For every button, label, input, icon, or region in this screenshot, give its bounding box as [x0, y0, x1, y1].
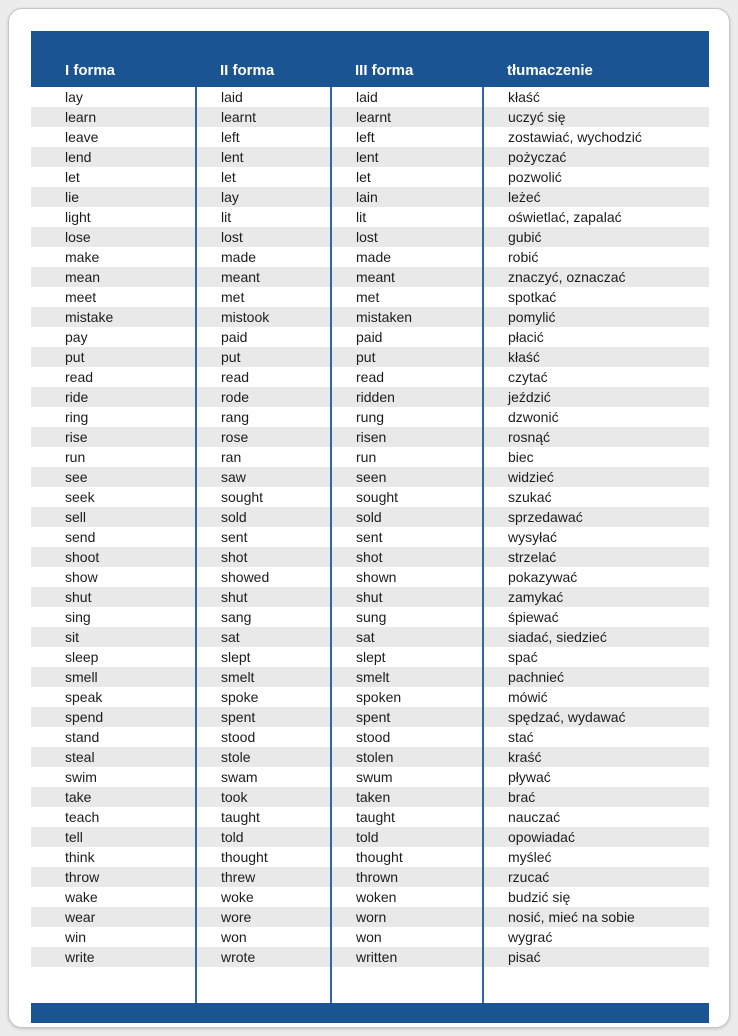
table-cell: pisać — [483, 947, 709, 967]
table-cell: stand — [65, 729, 100, 745]
table-cell: rise — [65, 429, 88, 445]
table-cell: lay — [65, 89, 83, 105]
table-cell: widzieć — [483, 467, 709, 487]
table-cell: smell — [65, 669, 98, 685]
table-cell: swim — [65, 769, 97, 785]
table-cell: myśleć — [483, 847, 709, 867]
table-cell: leave — [65, 129, 99, 145]
table-cell: spać — [483, 647, 709, 667]
table-cell: slept — [331, 647, 483, 667]
table-cell: risen — [331, 427, 483, 447]
table-cell: swam — [196, 767, 331, 787]
table-cell: left — [196, 127, 331, 147]
table-cell: write — [65, 949, 95, 965]
table-row — [31, 107, 709, 127]
table-cell: made — [196, 247, 331, 267]
table-cell: stood — [196, 727, 331, 747]
table-cell: made — [331, 247, 483, 267]
table-cell: rang — [196, 407, 331, 427]
table-cell: budzić się — [483, 887, 709, 907]
table-cell: throw — [65, 869, 100, 885]
table-cell: sell — [65, 509, 87, 525]
table-cell: stood — [331, 727, 483, 747]
table-cell: met — [196, 287, 331, 307]
table-cell: spent — [331, 707, 483, 727]
table-cell: dzwonić — [483, 407, 709, 427]
table-cell: worn — [331, 907, 483, 927]
table-row — [31, 887, 709, 907]
table-cell: brać — [483, 787, 709, 807]
table-row — [31, 227, 709, 247]
table-cell: read — [331, 367, 483, 387]
table-cell: shut — [196, 587, 331, 607]
table-cell: strzelać — [483, 547, 709, 567]
table-cell: told — [331, 827, 483, 847]
table-cell: rose — [196, 427, 331, 447]
table-cell: sprzedawać — [483, 507, 709, 527]
table-cell: ride — [65, 389, 89, 405]
table-cell: lost — [196, 227, 331, 247]
table-row — [31, 807, 709, 827]
table-cell: sold — [196, 507, 331, 527]
table-row — [31, 627, 709, 647]
table-cell: czytać — [483, 367, 709, 387]
table-cell: laid — [331, 87, 483, 107]
table-cell: make — [65, 249, 100, 265]
table-row — [31, 667, 709, 687]
table-cell: siadać, siedzieć — [483, 627, 709, 647]
table-cell: lay — [196, 187, 331, 207]
table-cell: lost — [331, 227, 483, 247]
table-cell: thought — [331, 847, 483, 867]
table-cell: slept — [196, 647, 331, 667]
table-cell: wake — [65, 889, 98, 905]
table-row — [31, 427, 709, 447]
table-cell: steal — [65, 749, 95, 765]
table-cell: written — [331, 947, 483, 967]
table-row — [31, 447, 709, 467]
table-cell: wrote — [196, 947, 331, 967]
table-cell: płacić — [483, 327, 709, 347]
table-row — [31, 247, 709, 267]
table-cell: szukać — [483, 487, 709, 507]
table-cell: read — [196, 367, 331, 387]
table-cell: nosić, mieć na sobie — [483, 907, 709, 927]
table-row — [31, 547, 709, 567]
table-cell: lit — [196, 207, 331, 227]
table-cell: sent — [331, 527, 483, 547]
table-cell: mistook — [196, 307, 331, 327]
table-cell: teach — [65, 809, 100, 825]
table-row — [31, 307, 709, 327]
table-cell: tell — [65, 829, 83, 845]
table-row — [31, 367, 709, 387]
table-cell: sung — [331, 607, 483, 627]
table-cell: lend — [65, 149, 92, 165]
table-cell: znaczyć, oznaczać — [483, 267, 709, 287]
table-row — [31, 647, 709, 667]
table-cell: spoke — [196, 687, 331, 707]
table-cell: threw — [196, 867, 331, 887]
table-cell: wore — [196, 907, 331, 927]
table-cell: spędzać, wydawać — [483, 707, 709, 727]
table-cell: ring — [65, 409, 89, 425]
table-row — [31, 287, 709, 307]
table-row — [31, 947, 709, 967]
table-cell: met — [331, 287, 483, 307]
column-header-form-3: III forma — [331, 31, 483, 87]
table-cell: gubić — [483, 227, 709, 247]
table-cell: wygrać — [483, 927, 709, 947]
table-cell: smelt — [196, 667, 331, 687]
table-cell: shot — [196, 547, 331, 567]
table-row — [31, 567, 709, 587]
table-cell: think — [65, 849, 95, 865]
table-header-row — [31, 31, 709, 87]
table-cell: pay — [65, 329, 88, 345]
table-cell: wysyłać — [483, 527, 709, 547]
table-cell: pokazywać — [483, 567, 709, 587]
table-cell: meant — [196, 267, 331, 287]
table-cell: shown — [331, 567, 483, 587]
table-row — [31, 927, 709, 947]
table-row — [31, 167, 709, 187]
table-cell: stole — [196, 747, 331, 767]
table-row — [31, 127, 709, 147]
table-cell: sang — [196, 607, 331, 627]
table-cell: send — [65, 529, 96, 545]
table-cell: shot — [331, 547, 483, 567]
table-cell: swum — [331, 767, 483, 787]
table-cell: show — [65, 569, 98, 585]
table-row — [31, 707, 709, 727]
table-cell: took — [196, 787, 331, 807]
table-cell: spoken — [331, 687, 483, 707]
table-cell: oświetlać, zapalać — [483, 207, 709, 227]
table-cell: learnt — [196, 107, 331, 127]
table-cell: read — [65, 369, 94, 385]
table-cell: sat — [196, 627, 331, 647]
table-cell: showed — [196, 567, 331, 587]
table-cell: woke — [196, 887, 331, 907]
table-cell: learnt — [331, 107, 483, 127]
table-cell: laid — [196, 87, 331, 107]
table-row — [31, 587, 709, 607]
table-cell: lent — [196, 147, 331, 167]
table-cell: zostawiać, wychodzić — [483, 127, 709, 147]
verb-table-body — [31, 87, 709, 967]
table-cell: left — [331, 127, 483, 147]
table-cell: sat — [331, 627, 483, 647]
table-row — [31, 747, 709, 767]
table-cell: lie — [65, 189, 80, 205]
table-cell: told — [196, 827, 331, 847]
table-cell: light — [65, 209, 91, 225]
table-cell: shut — [331, 587, 483, 607]
table-cell: sold — [331, 507, 483, 527]
table-cell: put — [65, 349, 85, 365]
table-cell: kłaść — [483, 87, 709, 107]
table-row — [31, 787, 709, 807]
table-cell: see — [65, 469, 88, 485]
table-cell: ridden — [331, 387, 483, 407]
table-row — [31, 467, 709, 487]
irregular-verbs-table — [31, 31, 709, 1003]
table-cell: wear — [65, 909, 96, 925]
table-row — [31, 607, 709, 627]
table-cell: take — [65, 789, 92, 805]
table-cell: mówić — [483, 687, 709, 707]
table-row — [31, 267, 709, 287]
table-row — [31, 767, 709, 787]
table-cell: spent — [196, 707, 331, 727]
table-cell: rode — [196, 387, 331, 407]
table-cell: paid — [331, 327, 483, 347]
table-cell: let — [331, 167, 483, 187]
table-row — [31, 687, 709, 707]
table-cell: kraść — [483, 747, 709, 767]
table-cell: uczyć się — [483, 107, 709, 127]
table-cell: let — [196, 167, 331, 187]
table-cell: thrown — [331, 867, 483, 887]
table-cell: mistake — [65, 309, 114, 325]
table-row — [31, 847, 709, 867]
table-cell: leżeć — [483, 187, 709, 207]
table-cell: śpiewać — [483, 607, 709, 627]
table-cell: pachnieć — [483, 667, 709, 687]
table-row — [31, 507, 709, 527]
table-cell: let — [65, 169, 80, 185]
table-cell: smelt — [331, 667, 483, 687]
table-cell: put — [196, 347, 331, 367]
table-cell: run — [65, 449, 86, 465]
column-header-form-1: I forma — [31, 31, 196, 87]
table-cell: meant — [331, 267, 483, 287]
table-cell: lose — [65, 229, 91, 245]
table-cell: speak — [65, 689, 103, 705]
table-cell: mistaken — [331, 307, 483, 327]
table-cell: sent — [196, 527, 331, 547]
table-cell: spend — [65, 709, 104, 725]
table-row — [31, 347, 709, 367]
table-cell: shoot — [65, 549, 100, 565]
table-row — [31, 487, 709, 507]
table-row — [31, 867, 709, 887]
table-cell: taken — [331, 787, 483, 807]
table-cell: opowiadać — [483, 827, 709, 847]
table-cell: sought — [196, 487, 331, 507]
table-cell: shut — [65, 589, 92, 605]
table-row — [31, 907, 709, 927]
table-cell: taught — [196, 807, 331, 827]
table-cell: rung — [331, 407, 483, 427]
table-cell: put — [331, 347, 483, 367]
table-cell: saw — [196, 467, 331, 487]
table-row — [31, 407, 709, 427]
table-row — [31, 327, 709, 347]
column-header-translation: tłumaczenie — [483, 31, 709, 87]
table-cell: seen — [331, 467, 483, 487]
table-row — [31, 827, 709, 847]
table-cell: pozwolić — [483, 167, 709, 187]
table-row — [31, 187, 709, 207]
table-cell: lit — [331, 207, 483, 227]
table-cell: won — [331, 927, 483, 947]
table-cell: kłaść — [483, 347, 709, 367]
table-cell: paid — [196, 327, 331, 347]
table-row — [31, 207, 709, 227]
table-cell: seek — [65, 489, 95, 505]
table-row — [31, 527, 709, 547]
table-row — [31, 387, 709, 407]
table-cell: lent — [331, 147, 483, 167]
table-cell: sing — [65, 609, 91, 625]
table-cell: jeździć — [483, 387, 709, 407]
table-cell: woken — [331, 887, 483, 907]
table-cell: stolen — [331, 747, 483, 767]
verb-table-card — [8, 8, 730, 1028]
table-cell: rzucać — [483, 867, 709, 887]
footer-bar — [31, 1003, 709, 1023]
table-cell: meet — [65, 289, 97, 305]
table-cell: biec — [483, 447, 709, 467]
table-cell: sought — [331, 487, 483, 507]
table-cell: spotkać — [483, 287, 709, 307]
column-header-form-2: II forma — [196, 31, 331, 87]
table-cell: pożyczać — [483, 147, 709, 167]
table-cell: zamykać — [483, 587, 709, 607]
table-cell: win — [65, 929, 87, 945]
table-cell: taught — [331, 807, 483, 827]
table-row — [31, 147, 709, 167]
table-row — [31, 727, 709, 747]
table-cell: pływać — [483, 767, 709, 787]
table-cell: sleep — [65, 649, 99, 665]
table-cell: rosnąć — [483, 427, 709, 447]
table-cell: thought — [196, 847, 331, 867]
spacer-row — [31, 967, 709, 1003]
table-cell: ran — [196, 447, 331, 467]
table-cell: nauczać — [483, 807, 709, 827]
table-cell: learn — [65, 109, 97, 125]
table-cell: robić — [483, 247, 709, 267]
table-cell: won — [196, 927, 331, 947]
table-cell: stać — [483, 727, 709, 747]
table-cell: mean — [65, 269, 101, 285]
table-row — [31, 87, 709, 107]
table-cell: lain — [331, 187, 483, 207]
table-cell: run — [331, 447, 483, 467]
table-cell: pomylić — [483, 307, 709, 327]
table-cell: sit — [65, 629, 79, 645]
